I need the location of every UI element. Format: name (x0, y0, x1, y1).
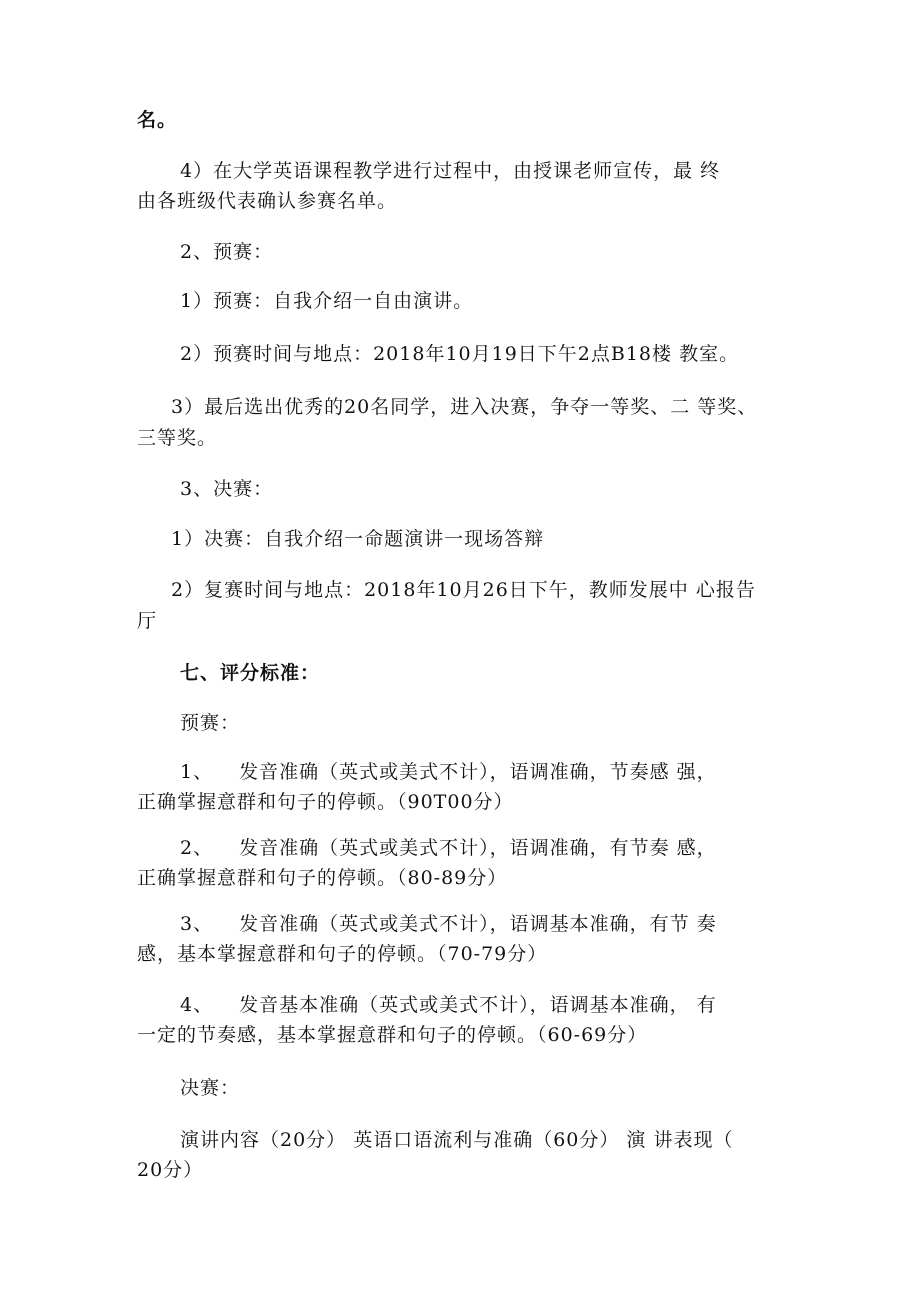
criteria-text: 发音准确（英式或美式不计），语调基本准确，有节 奏 (239, 913, 717, 935)
criteria-item (180, 912, 717, 936)
text-line: 演讲内容（20分） 英语口语流利与准确（60分） 演 讲表现（ (180, 1129, 734, 1151)
subsection-heading: 预赛： (180, 712, 241, 734)
text-line: 名。 (137, 109, 178, 131)
criteria-item (180, 760, 717, 784)
text-line: 由各班级代表确认参赛名单。 (137, 190, 398, 212)
text-line: 1）决赛：自我介绍一命题演讲一现场答辩 (171, 528, 545, 550)
text-line: 感，基本掌握意群和句子的停顿。（70-79分） (137, 943, 548, 965)
text-line: 1）预赛：自我介绍一自由演讲。 (180, 290, 474, 312)
text-line: 2）复赛时间与地点：2018年10月26日下午，教师发展中 心报告 (171, 579, 756, 601)
text-line: 三等奖。 (137, 427, 218, 449)
criteria-text: 发音基本准确（英式或美式不计），语调基本准确， 有 (239, 994, 717, 1016)
text-line: 一定的节奏感，基本掌握意群和句子的停顿。（60-69分） (137, 1024, 648, 1046)
text-line: 2）预赛时间与地点：2018年10月19日下午2点B18楼 教室。 (180, 343, 740, 365)
criteria-item (180, 836, 717, 860)
section-heading: 2、预赛： (180, 241, 274, 263)
criteria-number: 2、 (180, 837, 214, 859)
text-line: 20分） (137, 1159, 204, 1181)
text-line: 正确掌握意群和句子的停顿。（90T00分） (137, 791, 514, 813)
text-line: 正确掌握意群和句子的停顿。（80-89分） (137, 867, 508, 889)
text-line: 厅 (137, 610, 158, 632)
criteria-number: 1、 (180, 761, 214, 783)
section-heading: 七、评分标准： (180, 662, 321, 684)
criteria-number: 4、 (180, 994, 214, 1016)
criteria-text: 发音准确（英式或美式不计），语调准确，有节奏 感， (239, 837, 717, 859)
text-line: 4）在大学英语课程教学进行过程中，由授课老师宣传，最 终 (180, 160, 721, 182)
text-line: 3）最后选出优秀的20名同学，进入决赛，争夺一等奖、二 等奖、 (171, 396, 758, 418)
criteria-item (180, 993, 717, 1017)
criteria-number: 3、 (180, 913, 214, 935)
criteria-text: 发音准确（英式或美式不计），语调准确，节奏感 强， (239, 761, 717, 783)
subsection-heading: 决赛： (180, 1077, 241, 1099)
section-heading: 3、决赛： (180, 478, 274, 500)
